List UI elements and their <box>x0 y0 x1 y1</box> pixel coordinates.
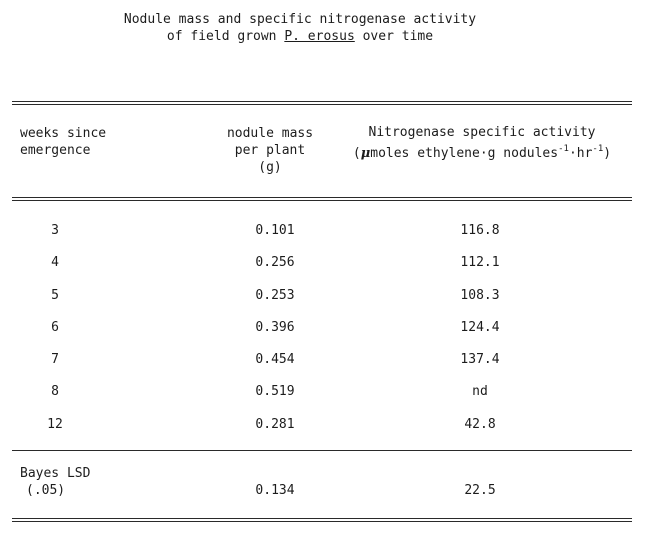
cell-activity: 116.8 <box>460 223 500 238</box>
cell-activity: 42.8 <box>464 417 496 432</box>
cell-mass: 0.281 <box>255 417 295 432</box>
lsd-label-line-2: (.05) <box>26 483 66 498</box>
cell-mass: 0.396 <box>255 320 295 335</box>
title-line-2 <box>0 28 600 45</box>
open-paren: ( <box>352 146 361 161</box>
header-activity-line-1: Nitrogenase specific activity <box>368 125 596 140</box>
cell-weeks: 6 <box>51 320 59 335</box>
cell-weeks: 8 <box>51 384 59 399</box>
lsd-label-line-1: Bayes LSD <box>20 466 91 481</box>
cell-activity: 108.3 <box>460 288 500 303</box>
header-activity-line-2 <box>337 141 627 162</box>
bottom-rule <box>12 518 632 522</box>
cell-mass: 0.101 <box>255 223 295 238</box>
header-weeks-line-1: weeks since <box>20 126 107 141</box>
lsd-activity: 22.5 <box>464 483 496 498</box>
mu-symbol: μ <box>360 146 371 161</box>
cell-weeks: 7 <box>51 352 59 367</box>
title-line-2-suffix: over time <box>354 29 434 44</box>
cell-weeks: 5 <box>51 288 59 303</box>
unit-text: moles ethylene·g nodules <box>370 146 559 161</box>
cell-activity: 124.4 <box>460 320 500 335</box>
header-nitrogenase <box>337 124 627 162</box>
unit-hr: ·hr <box>568 146 593 161</box>
superscript-1: -1 <box>558 144 569 154</box>
cell-activity: 137.4 <box>460 352 500 367</box>
header-weeks <box>20 125 106 159</box>
header-mass-line-1: nodule mass <box>226 126 314 141</box>
lsd-label <box>20 465 90 499</box>
lsd-mass: 0.134 <box>255 483 295 498</box>
species-name: P. erosus <box>284 29 355 44</box>
header-weeks-line-2: emergence <box>20 143 91 158</box>
cell-mass: 0.253 <box>255 288 295 303</box>
cell-activity: 112.1 <box>460 255 500 270</box>
superscript-2: -1 <box>592 144 604 154</box>
lsd-rule <box>12 450 632 451</box>
cell-weeks: 4 <box>51 255 59 270</box>
cell-weeks: 12 <box>47 417 63 432</box>
cell-mass: 0.454 <box>255 352 295 367</box>
header-rule <box>12 197 632 201</box>
header-mass-line-3: (g) <box>258 160 282 175</box>
top-rule <box>12 101 632 105</box>
close-paren: ) <box>603 146 612 161</box>
cell-mass: 0.256 <box>255 255 295 270</box>
header-mass-line-2: per plant <box>234 143 306 158</box>
cell-weeks: 3 <box>51 223 59 238</box>
title-line-2-prefix: of field grown <box>166 29 285 44</box>
cell-activity: nd <box>472 384 488 399</box>
cell-mass: 0.519 <box>255 384 295 399</box>
header-nodule-mass <box>210 125 330 176</box>
title-line-1: Nodule mass and specific nitrogenase activity <box>123 12 477 27</box>
